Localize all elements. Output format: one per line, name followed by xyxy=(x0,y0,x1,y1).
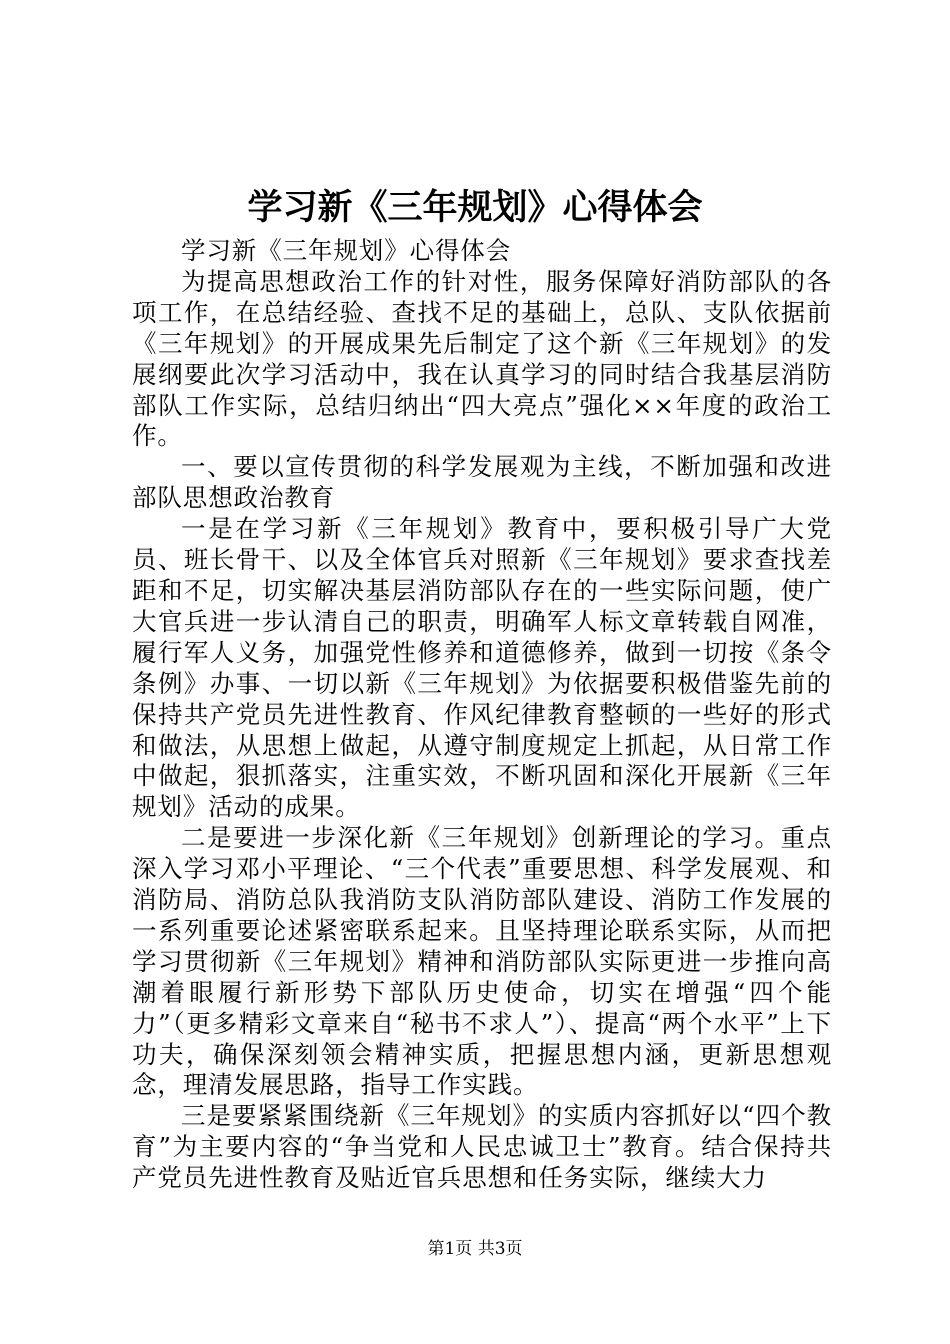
page-number-footer: 第1页 共3页 xyxy=(427,1239,523,1259)
paragraph-intro: 为提高思想政治工作的针对性，服务保障好消防部队的各项工作，在总结经验、查找不足的基础上，总队、支队依据前《三年规划》的开展成果先后制定了这个新《三年规划》的发展纲要此次学习活动中，我在认真学习的同时结合我基层消防部队工作实际，总结归纳出“四大亮点”强化××年度的政治工作。 xyxy=(132,266,832,451)
document-body xyxy=(132,236,832,1194)
paragraph-point-two: 二是要进一步深化新《三年规划》创新理论的学习。重点深入学习邓小平理论、“三个代表”重要思想、科学发展观、和消防局、消防总队我消防支队消防部队建设、消防工作发展的一系列重要论述紧密联系起来。且坚持理论联系实际，从而把学习贯彻新《三年规划》精神和消防部队实际更进一步推向高潮着眼履行新形势下部队历史使命，切实在增强“四个能力”（更多精彩文章来自“秘书不求人”）、提高“两个水平”上下功夫，确保深刻领会精神实质，把握思想内涵，更新思想观念，理清发展思路，指导工作实践。 xyxy=(132,823,832,1100)
paragraph-point-one: 一是在学习新《三年规划》教育中，要积极引导广大党员、班长骨干、以及全体官兵对照新《三年规划》要求查找差距和不足，切实解决基层消防部队存在的一些实际问题，使广大官兵进一步认清自己的职责，明确军人标文章转载自网准，履行军人义务，加强党性修养和道德修养，做到一切按《条令条例》办事、一切以新《三年规划》为依据要积极借鉴先前的保持共产党员先进性教育、作风纪律教育整顿的一些好的形式和做法，从思想上做起，从遵守制度规定上抓起，从日常工作中做起，狠抓落实，注重实效，不断巩固和深化开展新《三年规划》活动的成果。 xyxy=(132,514,832,822)
paragraph-subtitle: 学习新《三年规划》心得体会 xyxy=(181,236,512,265)
paragraph-point-three: 三是要紧紧围绕新《三年规划》的实质内容抓好以“四个教育”为主要内容的“争当党和人民忠诚卫士”教育。结合保持共产党员先进性教育及贴近官兵思想和任务实际，继续大力 xyxy=(132,1101,832,1193)
paragraph-section-heading: 一、要以宣传贯彻的科学发展观为主线，不断加强和改进部队思想政治教育 xyxy=(132,452,832,513)
document-title: 学习新《三年规划》心得体会 xyxy=(247,188,703,228)
